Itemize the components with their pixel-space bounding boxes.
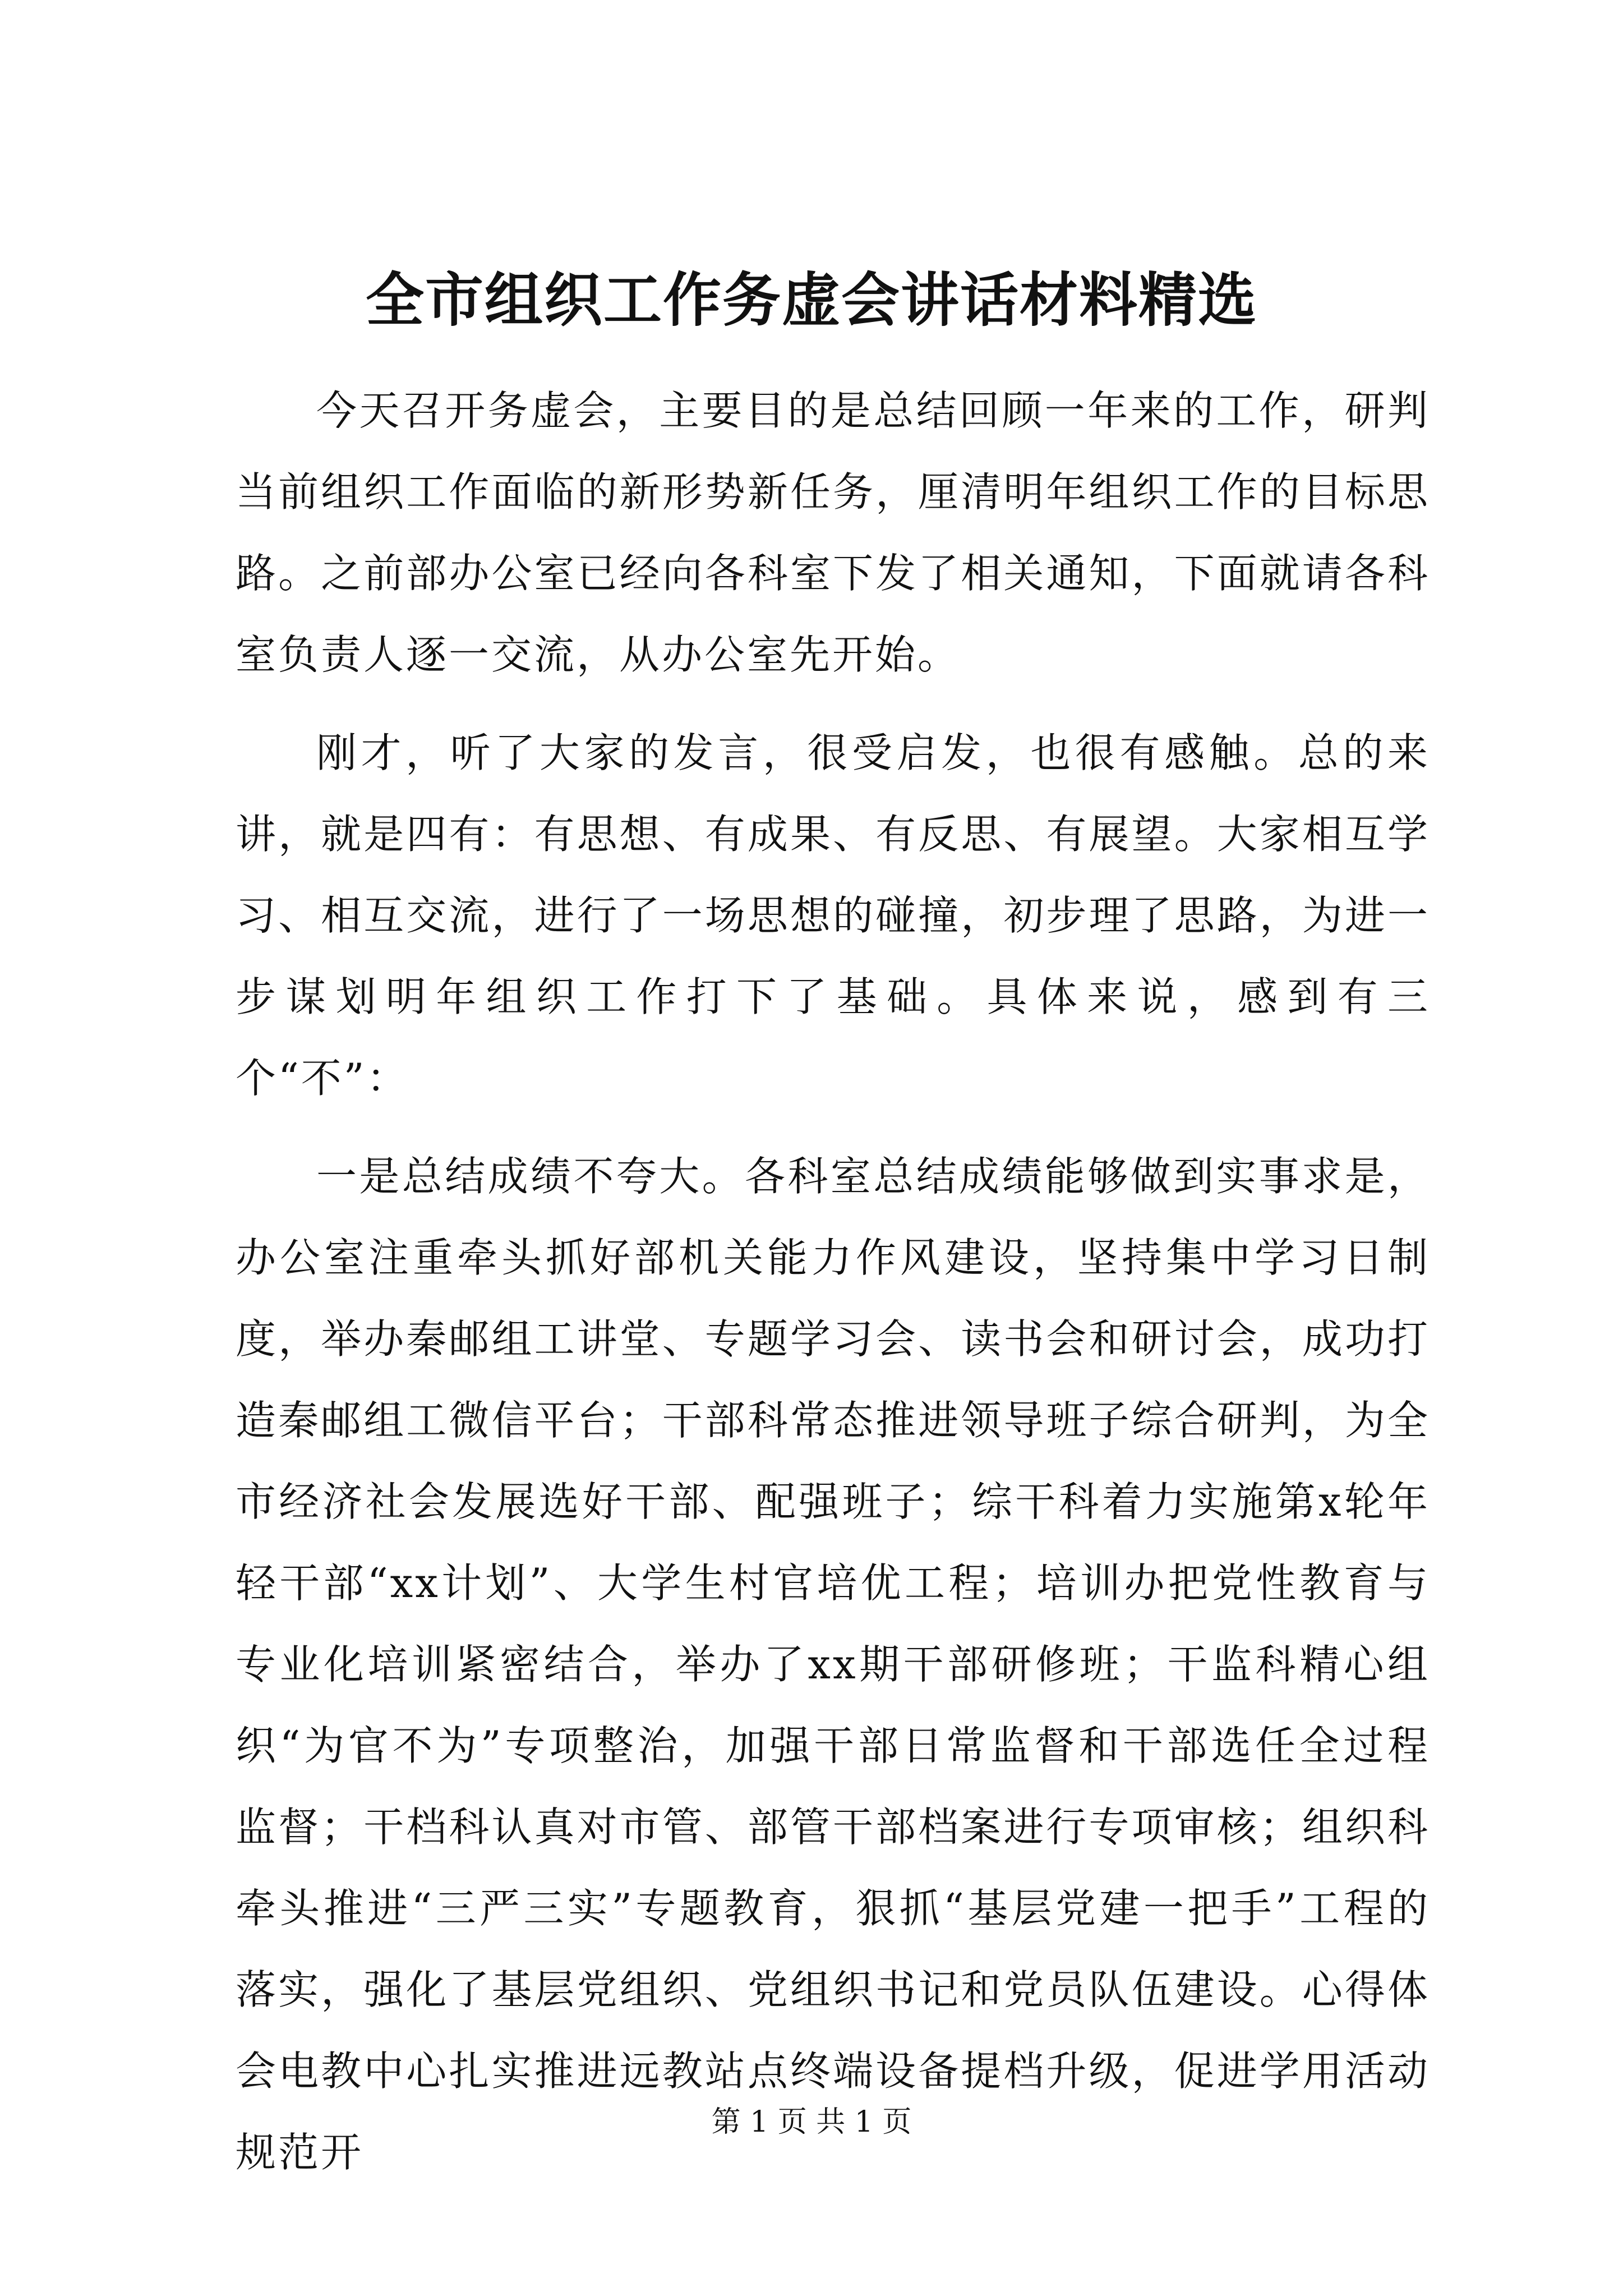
paragraph-intro: 今天召开务虚会，主要目的是总结回顾一年来的工作，研判当前组织工作面临的新形势新任务，厘清明年组织工作的目标思路。之前部办公室已经向各科室下发了相关通知，下面就请各科室负责人逐一交流，从办公室先开始。 — [236, 387, 1430, 678]
paragraph-summary: 刚才，听了大家的发言，很受启发，也很有感触。总的来讲，就是四有：有思想、有成果、有反思、有展望。大家相互学习、相互交流，进行了一场思想的碰撞，初步理了思路，为进一步谋划明年组织工作打下了基础。具体来说，感到有三个“不”： — [236, 729, 1430, 1102]
document-title: 全市组织工作务虚会讲话材料精选 — [365, 265, 1257, 334]
page-footer: 第 1 页 共 1 页 — [711, 2105, 912, 2139]
paragraph-point-one: 一是总结成绩不夸大。各科室总结成绩能够做到实事求是，办公室注重牵头抓好部机关能力作风建设，坚持集中学习日制度，举办秦邮组工讲堂、专题学习会、读书会和研讨会，成功打造秦邮组工微信平台；干部科常态推进领导班子综合研判，为全市经济社会发展选好干部、配强班子；综干科着力实施第x轮年轻干部“xx计划”、大学生村官培优工程；培训办把党性教育与专业化培训紧密结合，举办了xx期干部研修班；干监科精心组织“为官不为”专项整治，加强干部日常监督和干部选任全过程监督；干档科认真对市管、部管干部档案进行专项审核；组织科牵头推进“三严三实”专题教育，狠抓“基层党建一把手”工程的落实，强化了基层党组织、党组织书记和党员队伍建设。心得体会电教中心扎实推进远教站点终端设备提档升级，促进学用活动规范开 — [236, 1153, 1430, 2176]
document-body — [236, 370, 1430, 2210]
